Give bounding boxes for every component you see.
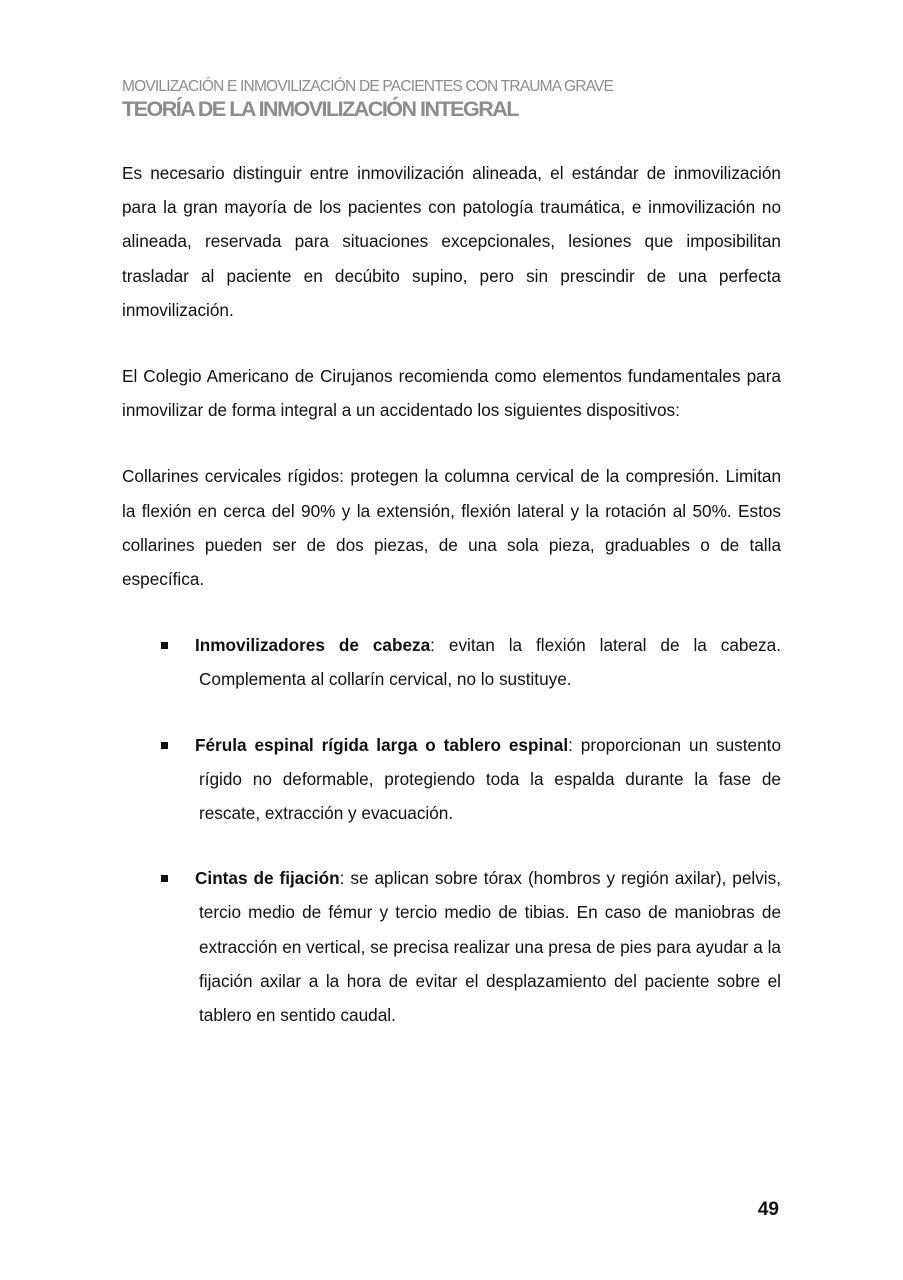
section-title: TEORÍA DE LA INMOVILIZACIÓN INTEGRAL	[122, 97, 518, 121]
body-content	[122, 156, 781, 1032]
list-item-ferula	[122, 728, 781, 831]
page-header	[122, 77, 782, 121]
list-item-term: Inmovilizadores de cabeza	[195, 635, 431, 656]
list-item-cintas	[122, 861, 781, 1032]
list-item-term: Férula espinal rígida larga o tablero espinal	[195, 734, 569, 755]
square-bullet-icon	[161, 642, 168, 649]
square-bullet-icon	[161, 875, 168, 882]
page-number: 49	[757, 1199, 779, 1220]
device-list	[122, 628, 781, 1032]
list-item-text	[195, 628, 781, 696]
list-item-description: : evitan la flexión lateral de la cabeza. Complementa al collarín cervical, no lo sustituye.	[199, 635, 781, 690]
paragraph-colegio-americano: El Colegio Americano de Cirujanos recomienda como elementos fundamentales para inmovilizar de forma integral a un accidentado los siguientes dispositivos:	[122, 366, 781, 421]
list-item-description: : se aplican sobre tórax (hombros y región axilar), pelvis, tercio medio de fémur y tercio medio de tibias. En caso de maniobras de extracción en vertical, se precisa realizar una presa de pies para ayudar a la fijación axilar a la hora de evitar el desplazamiento del paciente sobre el tablero en sentido caudal.	[199, 868, 781, 1026]
list-item-text	[195, 861, 781, 1032]
square-bullet-icon	[161, 742, 168, 749]
list-item-term: Cintas de fijación	[195, 868, 340, 889]
list-item-inmovilizadores	[122, 628, 781, 696]
paragraph-collarines: Collarines cervicales rígidos: protegen la columna cervical de la compresión. Limitan la flexión en cerca del 90% y la extensión, flexión lateral y la rotación al 50%. Estos collarines pueden ser de dos piezas, de una sola pieza, graduables o de talla específica.	[122, 466, 781, 590]
list-item-text	[195, 728, 782, 831]
document-subtitle: MOVILIZACIÓN E INMOVILIZACIÓN DE PACIENTES CON TRAUMA GRAVE	[122, 78, 614, 95]
list-item-description: : proporcionan un sustento rígido no deformable, protegiendo toda la espalda durante la fase de rescate, extracción y evacuación.	[199, 734, 782, 824]
paragraph-alineada: Es necesario distinguir entre inmovilización alineada, el estándar de inmovilización para la gran mayoría de los pacientes con patología traumática, e inmovilización no alineada, reservada para situaciones excepcionales, lesiones que imposibilitan trasladar al paciente en decúbito supino, pero sin prescindir de una perfecta inmovilización.	[122, 163, 781, 320]
